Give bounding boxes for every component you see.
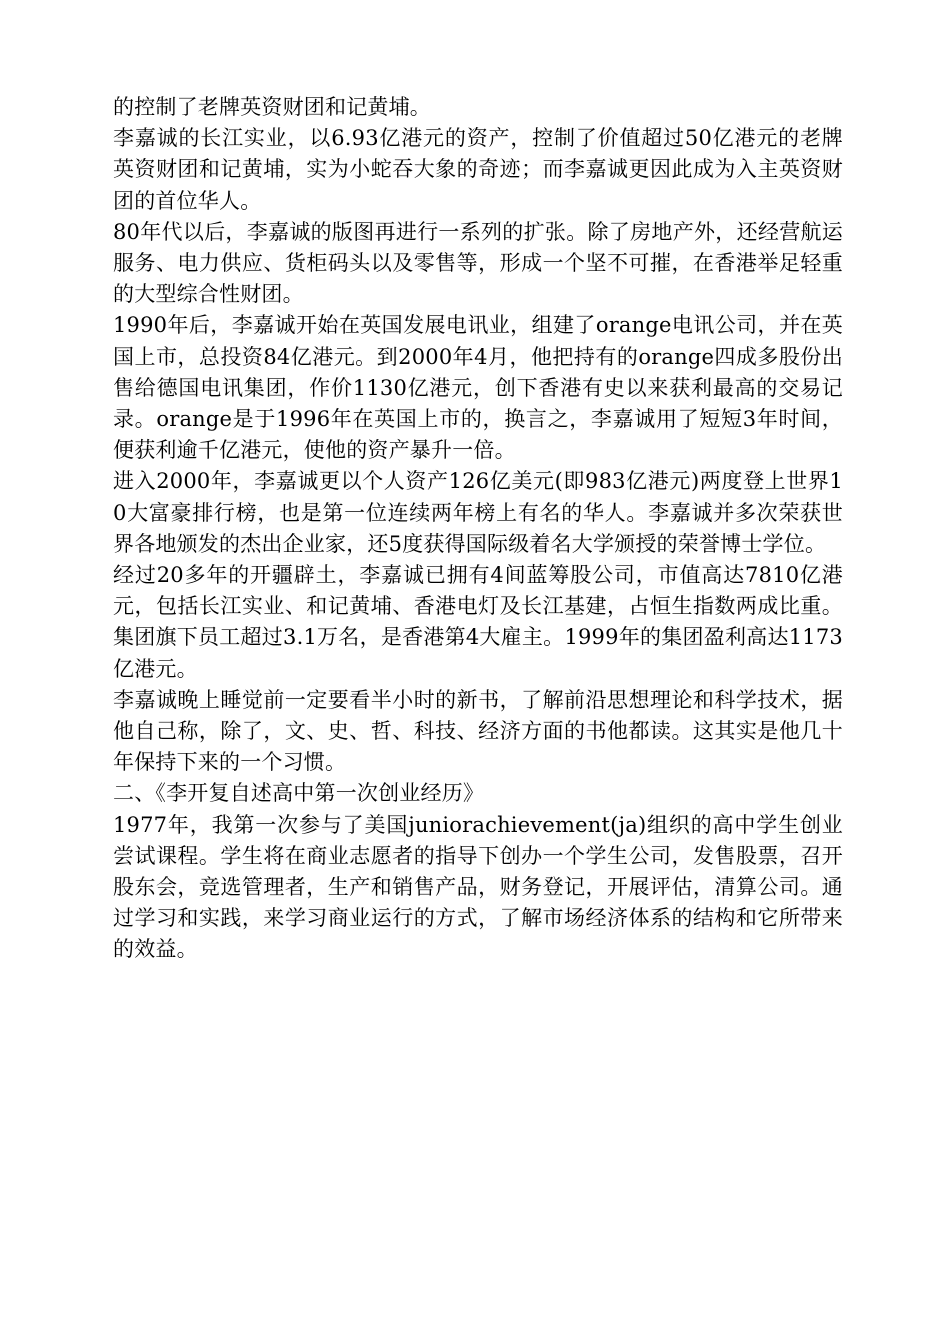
paragraph-7: 李嘉诚晚上睡觉前一定要看半小时的新书，了解前沿思想理论和科学技术，据他自己称，除了，文、史、哲、科技、经济方面的书他都读。这其实是他几十年保持下来的一个习惯。 [113, 687, 843, 775]
paragraph-4: 1990年后，李嘉诚开始在英国发展电讯业，组建了orange电讯公司，并在英国上市，总投资84亿港元。到2000年4月，他把持有的orange四成多股份出售给德国电讯集团，作价1130亿港元，创下香港有史以来获利最高的交易记录。orange是于1996年在英国上市的，换言之，李嘉诚用了短短3年时间，便获利逾千亿港元，使他的资产暴升一倍。 [113, 313, 843, 463]
paragraph-1: 的控制了老牌英资财团和记黄埔。 [113, 95, 431, 119]
paragraph-2: 李嘉诚的长江实业，以6.93亿港元的资产，控制了价值超过50亿港元的老牌英资财团和记黄埔，实为小蛇吞大象的奇迹；而李嘉诚更因此成为入主英资财团的首位华人。 [113, 126, 843, 213]
section-heading: 二、《李开复自述高中第一次创业经历》 [113, 781, 485, 806]
document-body [113, 92, 843, 966]
paragraph-3: 80年代以后，李嘉诚的版图再进行一系列的扩张。除了房地产外，还经营航运服务、电力供应、货柜码头以及零售等，形成一个坚不可摧，在香港举足轻重的大型综合性财团。 [113, 219, 843, 307]
paragraph-6: 经过20多年的开疆辟土，李嘉诚已拥有4间蓝筹股公司，市值高达7810亿港元，包括长江实业、和记黄埔、香港电灯及长江基建，占恒生指数两成比重。集团旗下员工超过3.1万名，是香港第4大雇主。1999年的集团盈利高达1173亿港元。 [113, 563, 843, 681]
paragraph-5: 进入2000年，李嘉诚更以个人资产126亿美元(即983亿港元)两度登上世界10大富豪排行榜，也是第一位连续两年榜上有名的华人。李嘉诚并多次荣获世界各地颁发的杰出企业家，还5度获得国际级着名大学颁授的荣誉博士学位。 [113, 469, 843, 556]
paragraph-8: 1977年，我第一次参与了美国juniorachievement(ja)组织的高中学生创业尝试课程。学生将在商业志愿者的指导下创办一个学生公司，发售股票，召开股东会，竞选管理者，生产和销售产品，财务登记，开展评估，清算公司。通过学习和实践，来学习商业运行的方式，了解市场经济体系的结构和它所带来的效益。 [113, 812, 843, 962]
